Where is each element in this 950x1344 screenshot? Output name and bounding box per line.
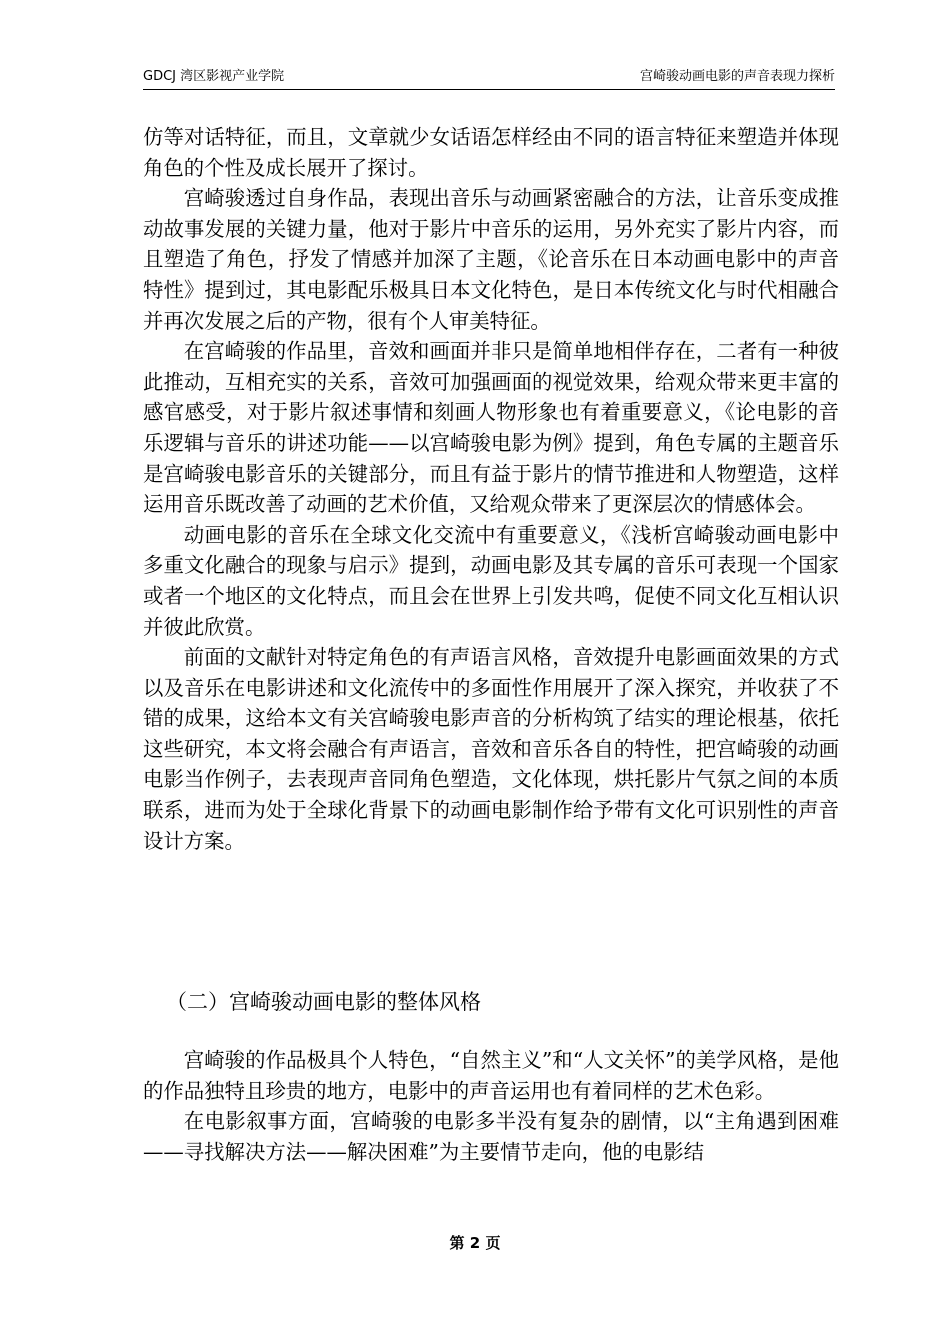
body-text-section-2 xyxy=(143,1045,839,1167)
page-number xyxy=(0,1233,950,1253)
header-divider xyxy=(143,89,835,90)
paragraph: 宫崎骏的作品极具个人特色，“自然主义”和“人文关怀”的美学风格，是他的作品独特且珍贵的地方，电影中的声音运用也有着同样的艺术色彩。 xyxy=(143,1048,839,1103)
header-paper-title: 宫崎骏动画电影的声音表现力探析 xyxy=(639,69,835,84)
paragraph: 前面的文献针对特定角色的有声语言风格，音效提升电影画面效果的方式以及音乐在电影讲述和文化流传中的多面性作用展开了深入探究，并收获了不错的成果，这给本文有关宫崎骏电影声音的分析构筑了结实的理论根基，依托这些研究，本文将会融合有声语言，音效和音乐各自的特性，把宫崎骏的动画电影当作例子，去表现声音同角色塑造，文化体现，烘托影片气氛之间的本质联系，进而为处于全球化背景下的动画电影制作给予带有文化可识别性的声音设计方案。 xyxy=(143,645,839,853)
paragraph: 在电影叙事方面，宫崎骏的电影多半没有复杂的剧情，以“主角遇到困难——寻找解决方法——解决困难”为主要情节走向，他的电影结 xyxy=(143,1109,839,1164)
paragraph: 宫崎骏透过自身作品，表现出音乐与动画紧密融合的方法，让音乐变成推动故事发展的关键力量，他对于影片中音乐的运用，另外充实了影片内容，而且塑造了角色，抒发了情感并加深了主题，《论音乐在日本动画电影中的声音特性》提到过，其电影配乐极具日本文化特色，是日本传统文化与时代相融合并再次发展之后的产物，很有个人审美特征。 xyxy=(143,186,839,333)
paragraph: 仿等对话特征，而且，文章就少女话语怎样经由不同的语言特征来塑造并体现角色的个性及成长展开了探讨。 xyxy=(143,125,839,180)
body-text xyxy=(143,122,839,856)
section-heading: （二）宫崎骏动画电影的整体风格 xyxy=(166,990,481,1014)
paragraph: 动画电影的音乐在全球文化交流中有重要意义，《浅析宫崎骏动画电影中多重文化融合的现象与启示》提到，动画电影及其专属的音乐可表现一个国家或者一个地区的文化特点，而且会在世界上引发共鸣，促使不同文化互相认识并彼此欣赏。 xyxy=(143,522,839,639)
paragraph: 在宫崎骏的作品里，音效和画面并非只是简单地相伴存在，二者有一种彼此推动，互相充实的关系，音效可加强画面的视觉效果，给观众带来更丰富的感官感受，对于影片叙述事情和刻画人物形象也有着重要意义，《论电影的音乐逻辑与音乐的讲述功能——以宫崎骏电影为例》提到，角色专属的主题音乐是宫崎骏电影音乐的关键部分，而且有益于影片的情节推进和人物塑造，这样运用音乐既改善了动画的艺术价值，又给观众带来了更深层次的情感体会。 xyxy=(143,339,839,517)
header-institution: GDCJ 湾区影视产业学院 xyxy=(143,69,285,84)
page-number-prefix: 第 xyxy=(449,1234,465,1252)
page-header xyxy=(143,68,835,90)
page-number-suffix: 页 xyxy=(485,1234,501,1252)
page-number-value: 2 xyxy=(469,1234,481,1252)
